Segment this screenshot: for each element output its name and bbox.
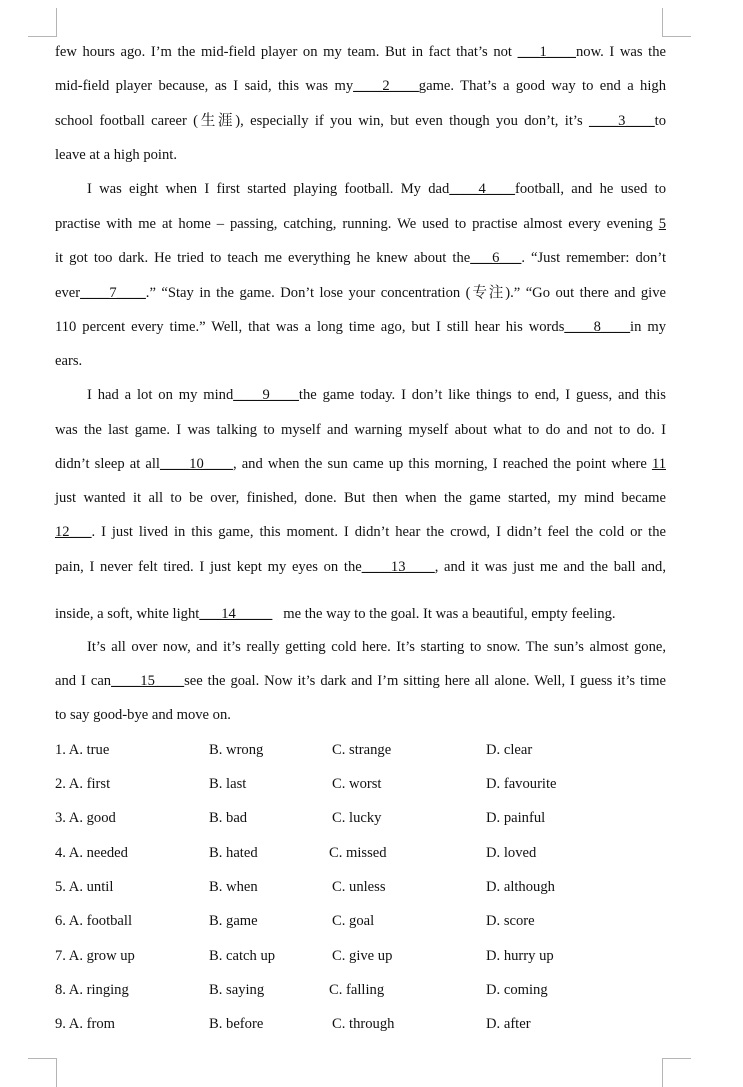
blank-9: ____9____ (233, 387, 299, 403)
option-b: B. last (209, 776, 247, 792)
option-d: D. loved (486, 845, 537, 861)
page-corner-mark-top-right (662, 8, 691, 37)
option-d: D. clear (486, 742, 533, 758)
option-b: B. bad (209, 810, 248, 826)
passage-line: to say good-bye and move on. (55, 707, 231, 723)
passage-line: just wanted it all to be over, finished, done. But then when the game started, my mind became (55, 490, 666, 506)
option-a: 8. A. ringing (55, 982, 129, 998)
passage-line: ears. (55, 353, 83, 369)
blank-11: 11 (651, 456, 666, 472)
blank-2: ____2____ (353, 78, 419, 94)
blank-5: 5 (658, 216, 666, 232)
passage-line: I was eight when I first started playing football. My dad____4____football, and he used to (87, 181, 666, 197)
option-b: B. hated (209, 845, 258, 861)
option-b: B. catch up (209, 948, 276, 964)
option-c: C. falling (329, 982, 385, 998)
passage-line: inside, a soft, white light___14_____ me the way to the goal. It was a beautiful, empty feeling. (55, 606, 616, 622)
option-c: C. strange (332, 742, 392, 758)
blank-4: ____4____ (449, 181, 515, 197)
option-d: D. coming (486, 982, 548, 998)
option-b: B. wrong (209, 742, 264, 758)
option-a: 5. A. until (55, 879, 114, 895)
option-d: D. painful (486, 810, 546, 826)
passage-line: 12___. I just lived in this game, this moment. I didn’t hear the crowd, I didn’t feel the cold or the (55, 524, 666, 540)
passage-line: it got too dark. He tried to teach me everything he knew about the___6___. “Just remember: don’t (55, 250, 667, 266)
option-b: B. when (209, 879, 258, 895)
blank-7: ____7____ (80, 285, 146, 301)
option-a: 2. A. first (55, 776, 111, 792)
option-d: D. after (486, 1016, 531, 1032)
passage-line: mid-field player because, as I said, this was my____2____game. That’s a good way to end a high (55, 78, 666, 94)
option-c: C. missed (329, 845, 387, 861)
option-c: C. through (332, 1016, 395, 1032)
passage-line: 110 percent every time.” Well, that was a long time ago, but I still hear his words____8____in my (55, 319, 666, 335)
option-c: C. worst (332, 776, 382, 792)
option-a: 3. A. good (55, 810, 116, 826)
option-a: 4. A. needed (55, 845, 128, 861)
blank-8: ____8____ (564, 319, 631, 335)
blank-12: 12___ (55, 524, 92, 540)
option-c: C. give up (332, 948, 393, 964)
option-b: B. saying (209, 982, 265, 998)
option-d: D. although (486, 879, 555, 895)
blank-10: ____10____ (159, 456, 233, 472)
option-a: 6. A. football (55, 913, 133, 929)
passage-line: pain, I never felt tired. I just kept my eyes on the____13____, and it was just me and the ball and, (55, 559, 667, 575)
passage-line: leave at a high point. (55, 147, 177, 163)
blank-1: ___1____ (517, 44, 576, 60)
page-corner-mark-top-left (28, 8, 57, 37)
passage-line: few hours ago. I’m the mid-field player on my team. But in fact that’s not ___1____now. I was the (55, 44, 666, 60)
blank-15: ____15____ (111, 673, 185, 689)
option-c: C. unless (332, 879, 386, 895)
option-b: B. game (209, 913, 258, 929)
passage-line: It’s all over now, and it’s really getting cold here. It’s starting to snow. The sun’s almost gone, (87, 639, 666, 655)
option-c: C. goal (332, 913, 375, 929)
passage-line: practise with me at home – passing, catching, running. We used to practise almost every evening 5 (55, 216, 666, 232)
option-a: 1. A. true (55, 742, 110, 758)
passage-line: and I can____15____see the goal. Now it’s dark and I’m sitting here all alone. Well, I guess it’s time (55, 673, 667, 689)
passage-line: didn’t sleep at all____10____, and when the sun came up this morning, I reached the point where 11 (55, 456, 666, 472)
blank-14: ___14_____ (199, 606, 273, 622)
blank-3: ____3____ (588, 113, 655, 129)
passage-line: ever____7____.” “Stay in the game. Don’t lose your concentration (专注).” “Go out there and give (55, 285, 666, 301)
passage-line: I had a lot on my mind____9____the game today. I don’t like things to end, I guess, and this (87, 387, 666, 403)
option-b: B. before (209, 1016, 264, 1032)
option-d: D. favourite (486, 776, 557, 792)
option-d: D. score (486, 913, 535, 929)
option-a: 7. A. grow up (55, 948, 135, 964)
passage-line: school football career (生涯), especially if you win, but even though you don’t, it’s ____3____to (55, 113, 666, 129)
option-a: 9. A. from (55, 1016, 115, 1032)
blank-6: ___6___ (470, 250, 522, 266)
passage-line: was the last game. I was talking to myself and warning myself about what to do and not to do. I (55, 422, 666, 438)
option-c: C. lucky (332, 810, 382, 826)
blank-13: ____13____ (361, 559, 435, 575)
option-d: D. hurry up (486, 948, 554, 964)
